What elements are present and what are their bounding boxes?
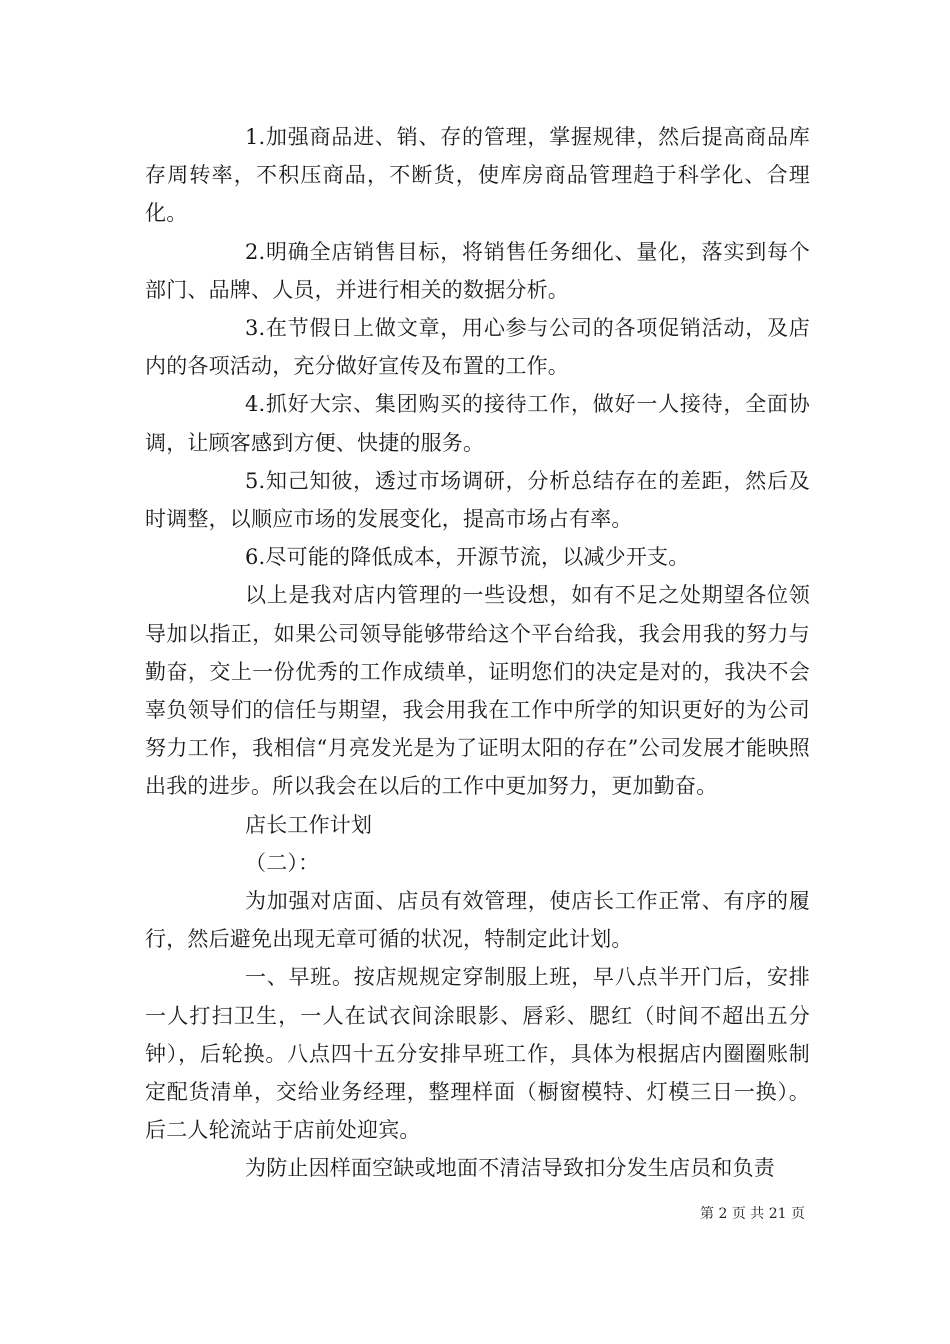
paragraph-intro: 为加强对店面、店员有效管理，使店长工作正常、有序的履行，然后避免出现无章可循的状况，特制定此计划。 (145, 889, 810, 952)
paragraph-item-1: 1.加强商品进、销、存的管理，掌握规律，然后提高商品库存周转率，不积压商品，不断货，使库房商品管理趋于科学化、合理化。 (145, 125, 810, 226)
document-body (145, 118, 810, 1188)
page-number: 第 2 页 共 21 页 (700, 1206, 805, 1222)
paragraph-item-2: 2.明确全店销售目标，将销售任务细化、量化，落实到每个部门、品牌、人员，并进行相关的数据分析。 (145, 239, 810, 302)
section-subheading: （二）： (245, 850, 320, 875)
paragraph-continued: 为防止因样面空缺或地面不清洁导致扣分发生店员和负责 (245, 1156, 775, 1181)
paragraph-item-4: 4.抓好大宗、集团购买的接待工作，做好一人接待，全面协调，让顾客感到方便、快捷的服务。 (145, 392, 810, 455)
paragraph-morning-shift: 一、早班。按店规规定穿制服上班，早八点半开门后，安排一人打扫卫生，一人在试衣间涂眼影、唇彩、腮红（时间不超出五分钟），后轮换。八点四十五分安排早班工作，具体为根据店内圈圈账制定配货清单，交给业务经理，整理样面（橱窗模特、灯模三日一换）。后二人轮流站于店前处迎宾。 (145, 965, 810, 1143)
paragraph-closing: 以上是我对店内管理的一些设想，如有不足之处期望各位领导加以指正，如果公司领导能够带给这个平台给我，我会用我的努力与勤奋，交上一份优秀的工作成绩单，证明您们的决定是对的，我决不会辜负领导们的信任与期望，我会用我在工作中所学的知识更好的为公司努力工作，我相信“月亮发光是为了证明太阳的存在”公司发展才能映照出我的进步。所以我会在以后的工作中更加努力，更加勤奋。 (145, 583, 810, 799)
paragraph-item-6: 6.尽可能的降低成本，开源节流，以减少开支。 (245, 545, 690, 570)
section-heading: 店长工作计划 (245, 812, 373, 837)
paragraph-item-3: 3.在节假日上做文章，用心参与公司的各项促销活动，及店内的各项活动，充分做好宣传及布置的工作。 (145, 316, 810, 379)
paragraph-item-5: 5.知己知彼，透过市场调研，分析总结存在的差距，然后及时调整，以顺应市场的发展变化，提高市场占有率。 (145, 468, 810, 532)
